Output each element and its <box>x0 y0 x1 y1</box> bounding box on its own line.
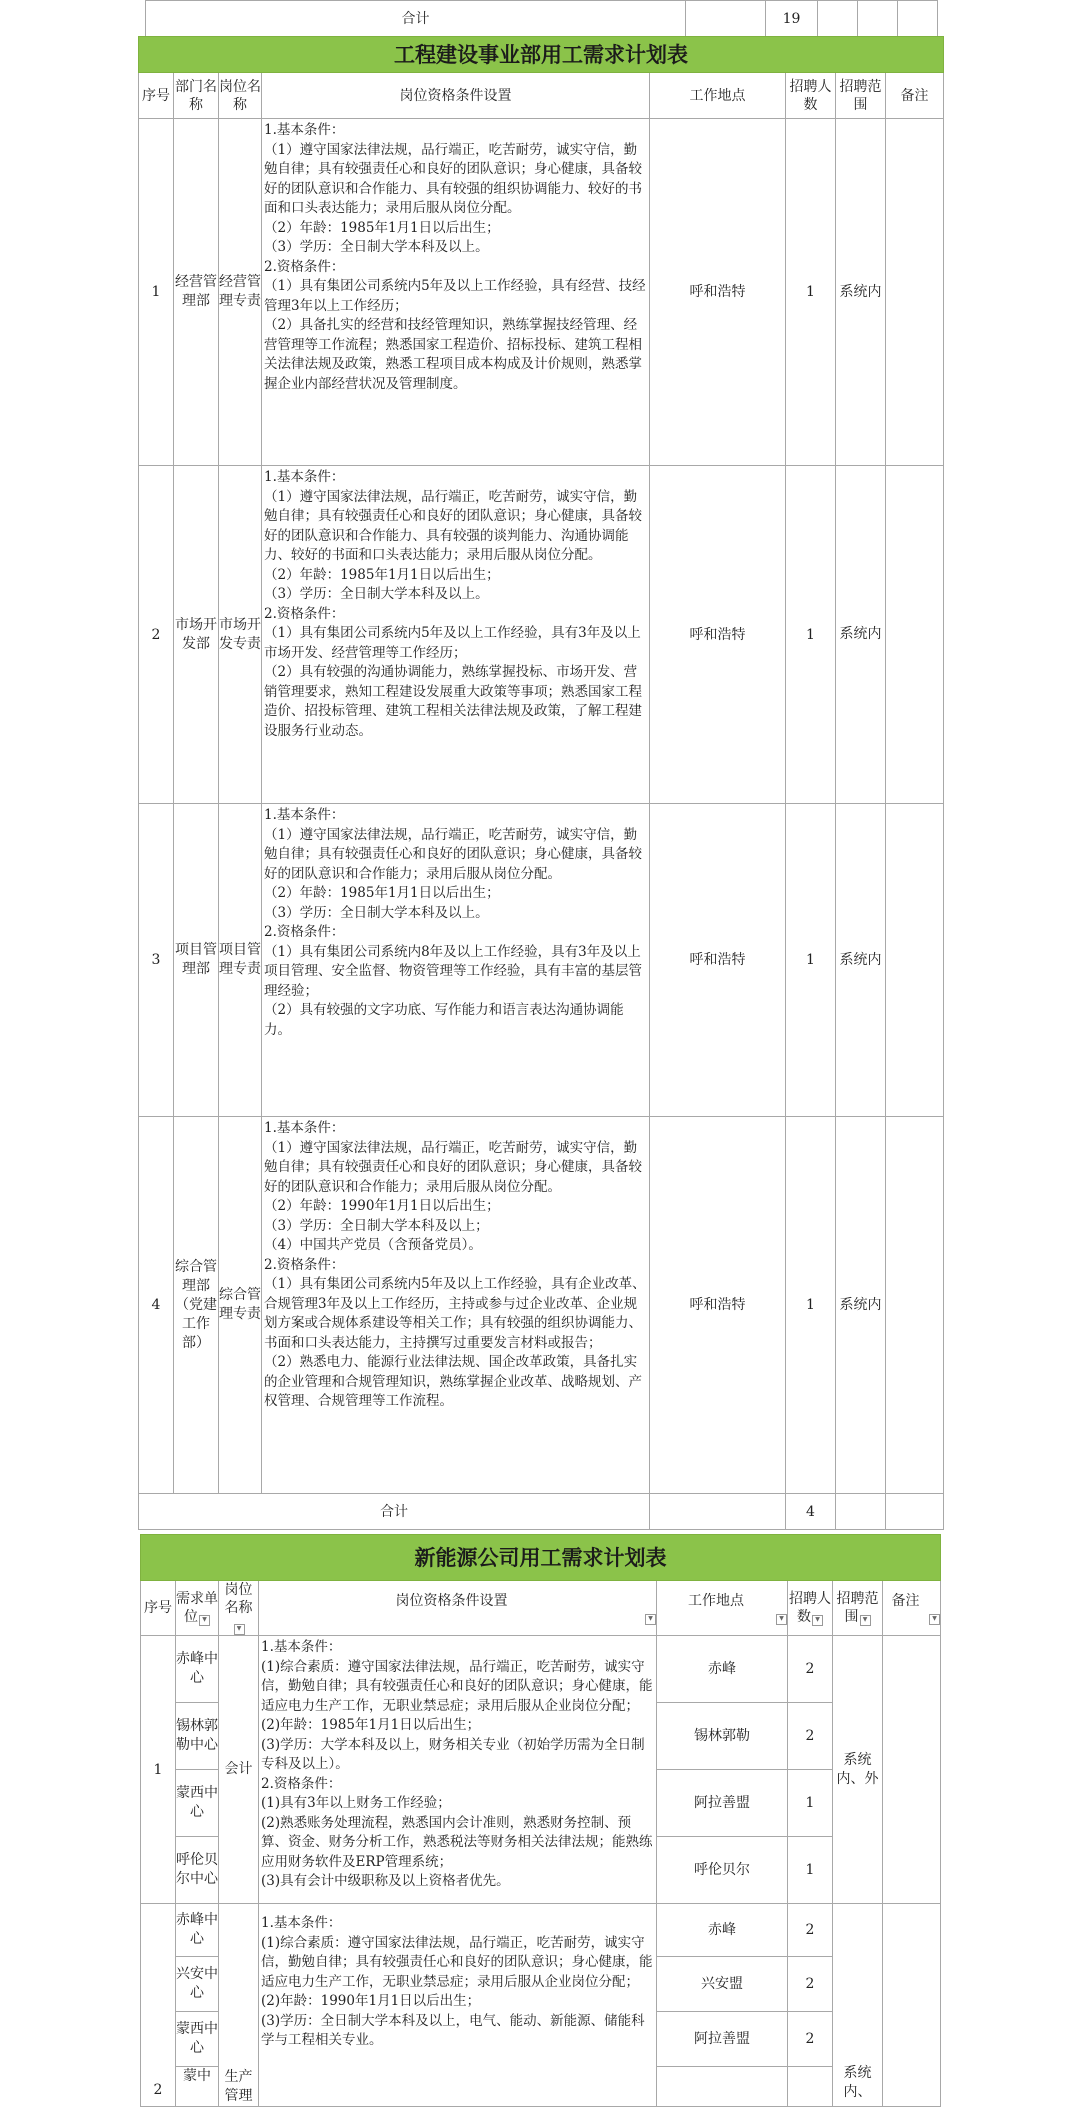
filter-dropdown-icon[interactable]: ▼ <box>776 1614 787 1625</box>
table-row: 2 市场开发部 市场开发专责 1.基本条件： （1）遵守国家法律法规，品行端正，吃苦耐劳，诚实守信，勤勉自律；具有较强责任心和良好的团队意识；身心健康，具备较好的团队意识和合作能力、具有较强的谈判能力、沟通协调能力、较好的书面和口头表达能力；录用后服从岗位分配。 （2）年龄：1985年1月1日以后出生； （3）学历：全日制大学本科及以上。 2.资格条件： （1）具有集团公司系统内5年及以上工作经验，具有3年及以上市场开发、经营管理等工作经历； （2）具有较强的沟通协调能力，熟练掌握投标、市场开发、营销管理要求，熟知工程建设发展重大政策等事项；熟悉国家工程造价、招投标管理、建筑工程相关法律法规及政策，了解工程建设服务行业动态。 呼和浩特 1 系统内 <box>139 466 944 804</box>
table1-total-label: 合计 <box>139 1494 650 1530</box>
header-scope: 招聘范围 <box>836 73 886 119</box>
filter-dropdown-icon[interactable]: ▼ <box>645 1614 656 1625</box>
table1-total-count: 4 <box>786 1494 836 1530</box>
table-row: 呼伦贝尔中心 呼伦贝尔 1 <box>141 1837 941 1904</box>
t2-header-req: 岗位资格条件设置 ▼ <box>259 1581 657 1636</box>
t2-header-loc: 工作地点 ▼ <box>657 1581 788 1636</box>
table-row: 兴安中心 兴安盟 2 <box>141 1957 941 2012</box>
t2-header-scope: 招聘范围 ▼ <box>833 1581 883 1636</box>
filter-dropdown-icon[interactable]: ▼ <box>234 1624 245 1635</box>
table-row: 蒙西中心 阿拉善盟 2 <box>141 2012 941 2067</box>
header-post: 岗位名称 <box>219 73 262 119</box>
filter-dropdown-icon[interactable]: ▼ <box>812 1615 823 1626</box>
header-loc: 工作地点 <box>650 73 786 119</box>
header-dept: 部门名称 <box>174 73 219 119</box>
engineering-plan-table <box>138 36 944 1530</box>
t2-header-unit: 需求单位 ▼ <box>176 1581 219 1636</box>
table1-title: 工程建设事业部用工需求计划表 <box>139 37 944 73</box>
table-row: 1 经营管理部 经营管理专责 1.基本条件： （1）遵守国家法律法规，品行端正，吃苦耐劳，诚实守信，勤勉自律；具有较强责任心和良好的团队意识；身心健康，具备较好的团队意识和合作能力、具有较强的组织协调能力、较好的书面和口头表达能力；录用后服从岗位分配。 （2）年龄：1985年1月1日以后出生； （3）学历：全日制大学本科及以上。 2.资格条件： （1）具有集团公司系统内5年及以上工作经验，具有经营、技经管理3年以上工作经历； （2）具备扎实的经营和技经管理知识，熟练掌握技经管理、经营管理等工作流程；熟悉国家工程造价、招标投标、建筑工程相关法律法规及政策，熟悉工程项目成本构成及计价规则，熟悉掌握企业内部经营状况及管理制度。 呼和浩特 1 系统内 <box>139 119 944 466</box>
previous-table-fragment <box>145 0 938 37</box>
filter-dropdown-icon[interactable]: ▼ <box>929 1614 940 1625</box>
header-num: 招聘人数 <box>786 73 836 119</box>
filter-dropdown-icon[interactable]: ▼ <box>199 1615 210 1626</box>
table-row: 锡林郭勒中心 锡林郭勒 2 <box>141 1703 941 1770</box>
table2-title: 新能源公司用工需求计划表 <box>141 1535 941 1581</box>
prev-total-label: 合计 <box>146 1 686 37</box>
header-note: 备注 <box>886 73 944 119</box>
header-seq: 序号 <box>139 73 174 119</box>
t2-header-seq: 序号 <box>141 1581 176 1636</box>
table-row: 蒙西中心 阿拉善盟 1 <box>141 1770 941 1837</box>
table-row: 1 赤峰中心 会计 1.基本条件： (1)综合素质：遵守国家法律法规，品行端正，吃苦耐劳，诚实守信，勤勉自律；具有较强责任心和良好的团队意识；身心健康，能适应电力生产工作，无职业禁忌症；录用后服从企业岗位分配； (2)年龄：1985年1月1日以后出生； (3)学历：大学本科及以上，财务相关专业（初始学历需为全日制专科及以上）。 2.资格条件： (1)具有3年以上财务工作经验； (2)熟悉账务处理流程，熟悉国内会计准则，熟悉财务控制、预算、资金、财务分析工作，熟悉税法等财务相关法律法规；能熟练应用财务软件及ERP管理系统； (3)具有会计中级职称及以上资格者优先。 赤峰 2 系统内、外 <box>141 1636 941 1703</box>
t2-header-post: 岗位名称▼ <box>219 1581 259 1636</box>
prev-total-count: 19 <box>766 1 818 37</box>
new-energy-plan-table <box>140 1534 941 2107</box>
table-row: 2 赤峰中心 生产管理 1.基本条件： (1)综合素质：遵守国家法律法规，品行端正，吃苦耐劳，诚实守信，勤勉自律；具有较强责任心和良好的团队意识；身心健康，能适应电力生产工作，无职业禁忌症；录用后服从企业岗位分配； (2)年龄：1990年1月1日以后出生； (3)学历：全日制大学本科及以上，电气、能动、新能源、储能科学与工程相关专业。 赤峰 2 系统内、 <box>141 1904 941 1957</box>
t2-header-note: 备注 ▼ <box>883 1581 941 1636</box>
table-row: 3 项目管理部 项目管理专责 1.基本条件： （1）遵守国家法律法规，品行端正，吃苦耐劳，诚实守信，勤勉自律；具有较强责任心和良好的团队意识；身心健康，具备较好的团队意识和合作能力；录用后服从岗位分配。 （2）年龄：1985年1月1日以后出生； （3）学历：全日制大学本科及以上。 2.资格条件： （1）具有集团公司系统内8年及以上工作经验，具有3年及以上项目管理、安全监督、物资管理等工作经验，具有丰富的基层管理经验； （2）具有较强的文字功底、写作能力和语言表达沟通协调能力。 呼和浩特 1 系统内 <box>139 804 944 1117</box>
table-row: 蒙中 <box>141 2067 941 2107</box>
filter-dropdown-icon[interactable]: ▼ <box>860 1615 871 1626</box>
t2-header-num: 招聘人数 ▼ <box>788 1581 833 1636</box>
header-req: 岗位资格条件设置 <box>262 73 650 119</box>
table-row: 4 综合管理部（党建工作部） 综合管理专责 1.基本条件： （1）遵守国家法律法规，品行端正，吃苦耐劳，诚实守信，勤勉自律；具有较强责任心和良好的团队意识；身心健康，具备较好的团队意识和合作能力；录用后服从岗位分配。 （2）年龄：1990年1月1日以后出生； （3）学历：全日制大学本科及以上； （4）中国共产党员（含预备党员）。 2.资格条件： （1）具有集团公司系统内5年及以上工作经验，具有企业改革、合规管理3年及以上工作经历，主持或参与过企业改革、企业规划方案或合规体系建设等相关工作；具有较强的组织协调能力、书面和口头表达能力，主持撰写过重要发言材料或报告； （2）熟悉电力、能源行业法律法规、国企改革政策，具备扎实的企业管理和合规管理知识，熟练掌握企业改革、战略规划、产权管理、合规管理等工作流程。 呼和浩特 1 系统内 <box>139 1117 944 1494</box>
